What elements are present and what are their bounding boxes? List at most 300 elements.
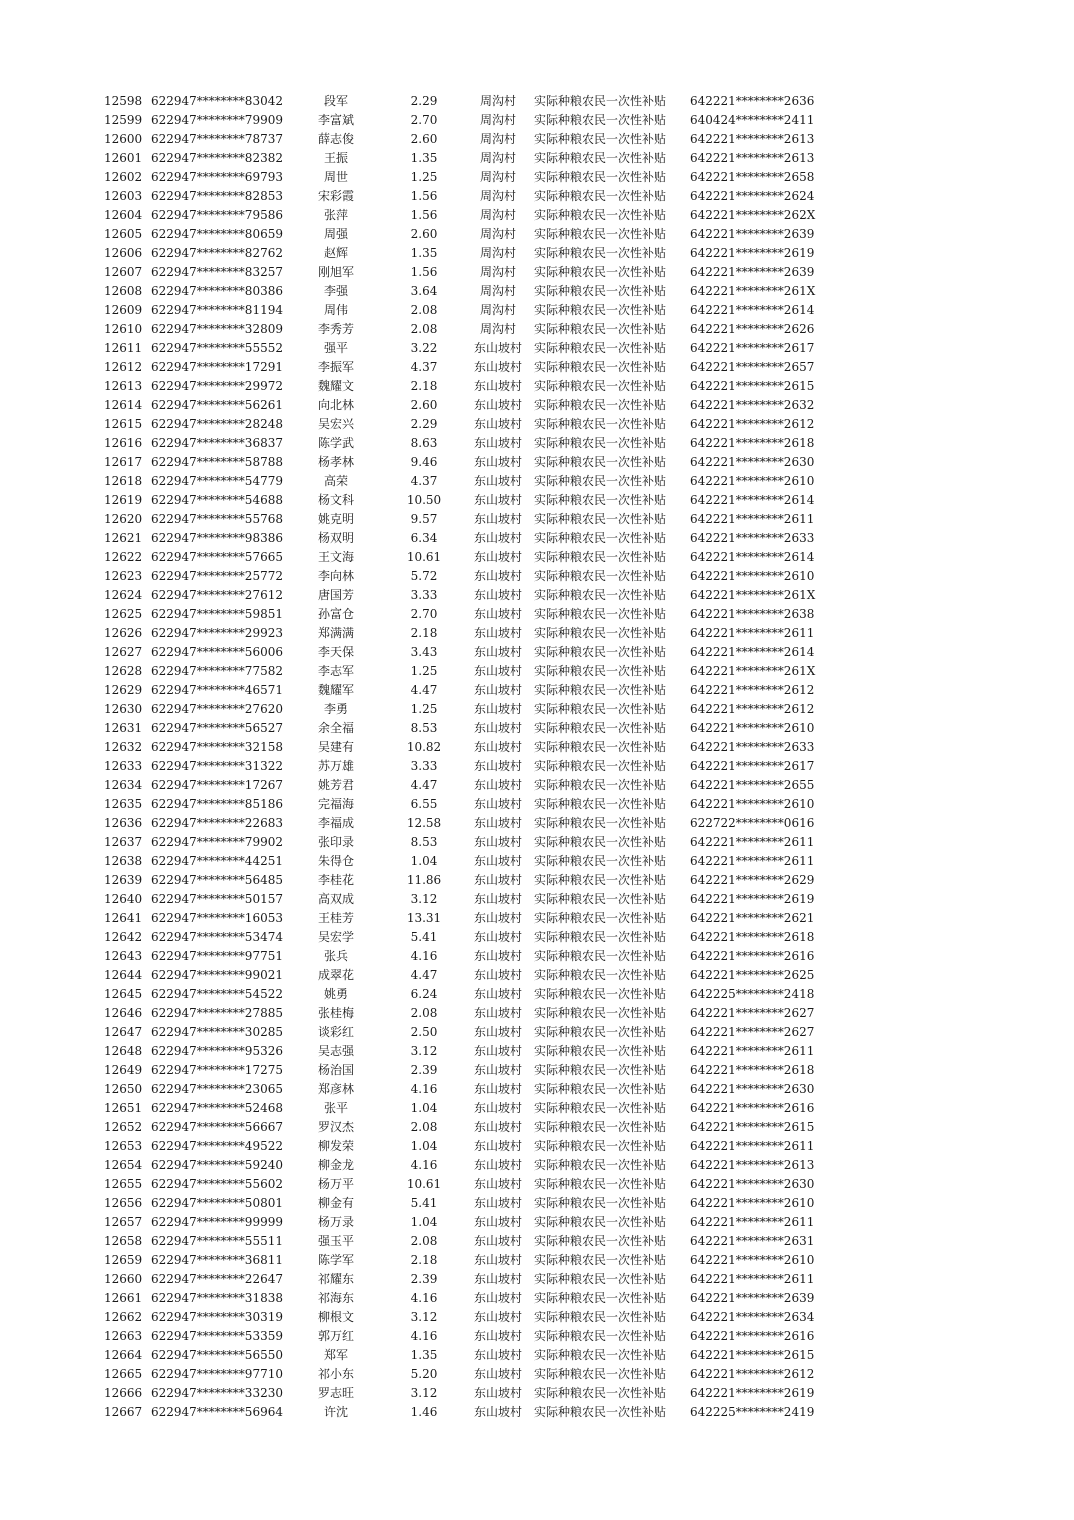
row-number: 12638 (104, 854, 143, 868)
row-number: 12640 (104, 892, 143, 906)
subsidy-area: 5.41 (410, 930, 438, 944)
row-number: 12632 (104, 740, 143, 754)
subsidy-type: 实际种粮农民一次性补贴 (534, 797, 667, 811)
village-name: 东山坡村 (473, 417, 522, 431)
bank-card-number: 622947********29923 (151, 626, 283, 640)
subsidy-type: 实际种粮农民一次性补贴 (534, 1329, 667, 1343)
subsidy-area: 5.72 (410, 569, 438, 583)
farmer-name: 祁小东 (317, 1367, 354, 1381)
farmer-name: 陈学军 (317, 1253, 354, 1267)
subsidy-type: 实际种粮农民一次性补贴 (534, 360, 667, 374)
subsidy-type: 实际种粮农民一次性补贴 (534, 854, 667, 868)
row-number: 12630 (104, 702, 143, 716)
village-name: 东山坡村 (473, 1063, 522, 1077)
farmer-name: 完福海 (317, 797, 354, 811)
subsidy-area: 6.34 (410, 531, 438, 545)
id-card-number: 642221********2625 (690, 968, 815, 982)
farmer-name: 祁海东 (317, 1291, 354, 1305)
id-card-number: 642221********2639 (690, 265, 815, 279)
farmer-name: 郑彦林 (317, 1082, 354, 1096)
subsidy-area: 2.08 (410, 303, 438, 317)
farmer-name: 吴宏兴 (317, 417, 354, 431)
village-name: 东山坡村 (473, 778, 522, 792)
id-card-number: 642221********2611 (690, 854, 815, 868)
farmer-name: 宋彩霞 (317, 189, 354, 203)
bank-card-number: 622947********44251 (151, 854, 283, 868)
subsidy-type: 实际种粮农民一次性补贴 (534, 1101, 667, 1115)
table-row (100, 795, 860, 814)
subsidy-type: 实际种粮农民一次性补贴 (534, 1158, 667, 1172)
subsidy-area: 4.16 (410, 949, 438, 963)
id-card-number: 642221********2612 (690, 1367, 815, 1381)
id-card-number: 642221********2612 (690, 683, 815, 697)
bank-card-number: 622947********83257 (151, 265, 283, 279)
farmer-name: 王文海 (317, 550, 354, 564)
bank-card-number: 622947********57665 (151, 550, 283, 564)
table-row (100, 1156, 860, 1175)
subsidy-type: 实际种粮农民一次性补贴 (534, 1234, 667, 1248)
bank-card-number: 622947********46571 (151, 683, 283, 697)
subsidy-area: 3.33 (410, 759, 438, 773)
farmer-name: 姚芳君 (317, 778, 354, 792)
subsidy-area: 10.82 (406, 740, 442, 754)
table-row (100, 1213, 860, 1232)
subsidy-area: 1.35 (410, 246, 438, 260)
subsidy-type: 实际种粮农民一次性补贴 (534, 417, 667, 431)
subsidy-type: 实际种粮农民一次性补贴 (534, 208, 667, 222)
subsidy-area: 1.46 (410, 1405, 438, 1419)
row-number: 12650 (104, 1082, 143, 1096)
row-number: 12610 (104, 322, 143, 336)
subsidy-type: 实际种粮农民一次性补贴 (534, 816, 667, 830)
village-name: 东山坡村 (473, 1310, 522, 1324)
village-name: 东山坡村 (473, 379, 522, 393)
subsidy-area: 2.18 (410, 626, 438, 640)
id-card-number: 642225********2419 (690, 1405, 815, 1419)
subsidy-area: 4.37 (410, 360, 438, 374)
subsidy-type: 实际种粮农民一次性补贴 (534, 873, 667, 887)
bank-card-number: 622947********79586 (151, 208, 283, 222)
table-row (100, 1099, 860, 1118)
farmer-name: 柳发荣 (317, 1139, 354, 1153)
id-card-number: 642221********261X (690, 664, 816, 678)
table-row (100, 738, 860, 757)
subsidy-type: 实际种粮农民一次性补贴 (534, 569, 667, 583)
id-card-number: 642221********2610 (690, 1196, 815, 1210)
table-row (100, 225, 860, 244)
subsidy-area: 10.50 (406, 493, 442, 507)
bank-card-number: 622947********56006 (151, 645, 283, 659)
id-card-number: 642221********2626 (690, 322, 815, 336)
subsidy-type: 实际种粮农民一次性补贴 (534, 1310, 667, 1324)
subsidy-area: 2.29 (410, 417, 438, 431)
table-row (100, 605, 860, 624)
subsidy-area: 1.35 (410, 151, 438, 165)
row-number: 12657 (104, 1215, 143, 1229)
village-name: 东山坡村 (473, 1291, 522, 1305)
row-number: 12611 (104, 341, 143, 355)
row-number: 12667 (104, 1405, 143, 1419)
id-card-number: 642221********2619 (690, 1386, 815, 1400)
subsidy-type: 实际种粮农民一次性补贴 (534, 246, 667, 260)
id-card-number: 642221********2615 (690, 1348, 815, 1362)
row-number: 12603 (104, 189, 143, 203)
village-name: 东山坡村 (473, 835, 522, 849)
subsidy-area: 3.12 (410, 1310, 438, 1324)
table-row (100, 985, 860, 1004)
table-row (100, 339, 860, 358)
subsidy-area: 1.56 (410, 208, 438, 222)
bank-card-number: 622947********80659 (151, 227, 283, 241)
village-name: 东山坡村 (473, 1158, 522, 1172)
subsidy-type: 实际种粮农民一次性补贴 (534, 1291, 667, 1305)
row-number: 12654 (104, 1158, 143, 1172)
subsidy-type: 实际种粮农民一次性补贴 (534, 1215, 667, 1229)
farmer-name: 王振 (323, 151, 348, 165)
bank-card-number: 622947********81194 (151, 303, 283, 317)
bank-card-number: 622947********30319 (151, 1310, 283, 1324)
subsidy-area: 13.31 (406, 911, 442, 925)
subsidy-area: 3.12 (410, 1044, 438, 1058)
id-card-number: 642221********2638 (690, 607, 815, 621)
id-card-number: 642221********2658 (690, 170, 815, 184)
bank-card-number: 622947********59240 (151, 1158, 283, 1172)
subsidy-area: 2.39 (410, 1272, 438, 1286)
village-name: 东山坡村 (473, 1386, 522, 1400)
village-name: 东山坡村 (473, 1367, 522, 1381)
subsidy-area: 1.25 (410, 170, 438, 184)
id-card-number: 642221********2614 (690, 550, 815, 564)
subsidy-table (100, 92, 860, 1422)
bank-card-number: 622947********85186 (151, 797, 283, 811)
id-card-number: 642221********2616 (690, 949, 815, 963)
farmer-name: 高荣 (323, 474, 348, 488)
subsidy-area: 4.16 (410, 1158, 438, 1172)
table-row (100, 871, 860, 890)
subsidy-area: 3.64 (410, 284, 438, 298)
subsidy-type: 实际种粮农民一次性补贴 (534, 721, 667, 735)
bank-card-number: 622947********99999 (151, 1215, 283, 1229)
farmer-name: 吴建有 (317, 740, 354, 754)
bank-card-number: 622947********52468 (151, 1101, 283, 1115)
subsidy-type: 实际种粮农民一次性补贴 (534, 227, 667, 241)
farmer-name: 张萍 (323, 208, 348, 222)
subsidy-type: 实际种粮农民一次性补贴 (534, 493, 667, 507)
row-number: 12612 (104, 360, 143, 374)
row-number: 12604 (104, 208, 143, 222)
subsidy-area: 5.20 (410, 1367, 438, 1381)
subsidy-area: 8.53 (410, 721, 438, 735)
table-row (100, 1232, 860, 1251)
row-number: 12622 (104, 550, 143, 564)
bank-card-number: 622947********53359 (151, 1329, 283, 1343)
table-row (100, 890, 860, 909)
village-name: 东山坡村 (473, 1196, 522, 1210)
row-number: 12642 (104, 930, 143, 944)
subsidy-area: 1.56 (410, 189, 438, 203)
bank-card-number: 622947********55602 (151, 1177, 283, 1191)
row-number: 12655 (104, 1177, 143, 1191)
row-number: 12665 (104, 1367, 143, 1381)
subsidy-type: 实际种粮农民一次性补贴 (534, 1348, 667, 1362)
subsidy-type: 实际种粮农民一次性补贴 (534, 284, 667, 298)
village-name: 东山坡村 (473, 436, 522, 450)
id-card-number: 642221********2613 (690, 132, 815, 146)
table-row (100, 1384, 860, 1403)
table-row (100, 1023, 860, 1042)
farmer-name: 柳金龙 (317, 1158, 354, 1172)
subsidy-type: 实际种粮农民一次性补贴 (534, 1196, 667, 1210)
id-card-number: 642221********2611 (690, 1139, 815, 1153)
id-card-number: 642221********2619 (690, 892, 815, 906)
farmer-name: 姚勇 (323, 987, 348, 1001)
subsidy-area: 4.16 (410, 1082, 438, 1096)
table-row (100, 453, 860, 472)
bank-card-number: 622947********77582 (151, 664, 283, 678)
subsidy-type: 实际种粮农民一次性补贴 (534, 588, 667, 602)
village-name: 东山坡村 (473, 626, 522, 640)
table-row (100, 111, 860, 130)
farmer-name: 高双成 (317, 892, 354, 906)
farmer-name: 周世 (323, 170, 348, 184)
farmer-name: 魏耀军 (317, 683, 354, 697)
id-card-number: 642221********2631 (690, 1234, 815, 1248)
farmer-name: 李志军 (317, 664, 354, 678)
village-name: 周沟村 (479, 246, 516, 260)
table-row (100, 1004, 860, 1023)
subsidy-type: 实际种粮农民一次性补贴 (534, 132, 667, 146)
id-card-number: 642221********2630 (690, 455, 815, 469)
village-name: 东山坡村 (473, 512, 522, 526)
subsidy-type: 实际种粮农民一次性补贴 (534, 759, 667, 773)
table-row (100, 624, 860, 643)
subsidy-type: 实际种粮农民一次性补贴 (534, 664, 667, 678)
row-number: 12600 (104, 132, 143, 146)
subsidy-area: 10.61 (406, 1177, 442, 1191)
id-card-number: 642221********2612 (690, 417, 815, 431)
table-row (100, 1118, 860, 1137)
id-card-number: 642221********2617 (690, 759, 815, 773)
subsidy-type: 实际种粮农民一次性补贴 (534, 341, 667, 355)
farmer-name: 苏万雄 (317, 759, 354, 773)
row-number: 12629 (104, 683, 143, 697)
bank-card-number: 622947********54688 (151, 493, 283, 507)
subsidy-area: 1.04 (410, 1139, 438, 1153)
farmer-name: 李振军 (317, 360, 354, 374)
bank-card-number: 622947********28248 (151, 417, 283, 431)
bank-card-number: 622947********27620 (151, 702, 283, 716)
farmer-name: 强平 (323, 341, 348, 355)
subsidy-area: 2.08 (410, 1234, 438, 1248)
village-name: 周沟村 (479, 151, 516, 165)
subsidy-type: 实际种粮农民一次性补贴 (534, 189, 667, 203)
village-name: 周沟村 (479, 227, 516, 241)
bank-card-number: 622947********82853 (151, 189, 283, 203)
bank-card-number: 622947********33230 (151, 1386, 283, 1400)
bank-card-number: 622947********31838 (151, 1291, 283, 1305)
id-card-number: 642221********2618 (690, 1063, 815, 1077)
row-number: 12620 (104, 512, 143, 526)
id-card-number: 642221********2619 (690, 246, 815, 260)
bank-card-number: 622947********25772 (151, 569, 283, 583)
farmer-name: 成翠花 (317, 968, 354, 982)
subsidy-type: 实际种粮农民一次性补贴 (534, 531, 667, 545)
subsidy-type: 实际种粮农民一次性补贴 (534, 1272, 667, 1286)
table-row (100, 149, 860, 168)
subsidy-type: 实际种粮农民一次性补贴 (534, 911, 667, 925)
table-row (100, 1061, 860, 1080)
village-name: 东山坡村 (473, 531, 522, 545)
id-card-number: 642221********2657 (690, 360, 815, 374)
village-name: 东山坡村 (473, 911, 522, 925)
bank-card-number: 622947********82382 (151, 151, 283, 165)
village-name: 东山坡村 (473, 1025, 522, 1039)
id-card-number: 622722********0616 (690, 816, 815, 830)
farmer-name: 杨治国 (317, 1063, 354, 1077)
bank-card-number: 622947********53474 (151, 930, 283, 944)
table-row (100, 510, 860, 529)
subsidy-area: 3.12 (410, 1386, 438, 1400)
bank-card-number: 622947********82762 (151, 246, 283, 260)
bank-card-number: 622947********27612 (151, 588, 283, 602)
bank-card-number: 622947********22683 (151, 816, 283, 830)
id-card-number: 642221********2655 (690, 778, 815, 792)
row-number: 12661 (104, 1291, 143, 1305)
table-row (100, 548, 860, 567)
row-number: 12653 (104, 1139, 143, 1153)
village-name: 东山坡村 (473, 607, 522, 621)
subsidy-area: 1.25 (410, 664, 438, 678)
bank-card-number: 622947********17267 (151, 778, 283, 792)
farmer-name: 周强 (323, 227, 348, 241)
village-name: 东山坡村 (473, 892, 522, 906)
bank-card-number: 622947********36811 (151, 1253, 283, 1267)
subsidy-type: 实际种粮农民一次性补贴 (534, 1177, 667, 1191)
table-row (100, 719, 860, 738)
row-number: 12639 (104, 873, 143, 887)
table-row (100, 643, 860, 662)
subsidy-type: 实际种粮农民一次性补贴 (534, 398, 667, 412)
table-row (100, 776, 860, 795)
subsidy-area: 2.08 (410, 322, 438, 336)
row-number: 12633 (104, 759, 143, 773)
subsidy-area: 2.60 (410, 398, 438, 412)
table-row (100, 1346, 860, 1365)
bank-card-number: 622947********49522 (151, 1139, 283, 1153)
row-number: 12616 (104, 436, 143, 450)
village-name: 东山坡村 (473, 1405, 522, 1419)
subsidy-type: 实际种粮农民一次性补贴 (534, 740, 667, 754)
subsidy-type: 实际种粮农民一次性补贴 (534, 94, 667, 108)
bank-card-number: 622947********69793 (151, 170, 283, 184)
subsidy-type: 实际种粮农民一次性补贴 (534, 1253, 667, 1267)
farmer-name: 刚旭军 (317, 265, 354, 279)
subsidy-area: 2.60 (410, 227, 438, 241)
subsidy-type: 实际种粮农民一次性补贴 (534, 379, 667, 393)
bank-card-number: 622947********98386 (151, 531, 283, 545)
table-row (100, 1137, 860, 1156)
subsidy-area: 2.18 (410, 1253, 438, 1267)
subsidy-type: 实际种粮农民一次性补贴 (534, 1120, 667, 1134)
village-name: 东山坡村 (473, 588, 522, 602)
bank-card-number: 622947********50801 (151, 1196, 283, 1210)
table-row (100, 244, 860, 263)
row-number: 12648 (104, 1044, 143, 1058)
village-name: 东山坡村 (473, 360, 522, 374)
table-row (100, 1270, 860, 1289)
bank-card-number: 622947********17275 (151, 1063, 283, 1077)
row-number: 12606 (104, 246, 143, 260)
farmer-name: 陈学武 (317, 436, 354, 450)
subsidy-type: 实际种粮农民一次性补贴 (534, 1082, 667, 1096)
farmer-name: 杨万录 (317, 1215, 354, 1229)
row-number: 12659 (104, 1253, 143, 1267)
subsidy-area: 3.22 (410, 341, 438, 355)
subsidy-type: 实际种粮农民一次性补贴 (534, 1025, 667, 1039)
table-row (100, 700, 860, 719)
bank-card-number: 622947********31322 (151, 759, 283, 773)
village-name: 东山坡村 (473, 683, 522, 697)
subsidy-type: 实际种粮农民一次性补贴 (534, 930, 667, 944)
village-name: 东山坡村 (473, 930, 522, 944)
id-card-number: 642221********2618 (690, 930, 815, 944)
row-number: 12631 (104, 721, 143, 735)
subsidy-type: 实际种粮农民一次性补贴 (534, 1044, 667, 1058)
id-card-number: 642221********2610 (690, 797, 815, 811)
village-name: 东山坡村 (473, 987, 522, 1001)
village-name: 周沟村 (479, 94, 516, 108)
village-name: 东山坡村 (473, 1234, 522, 1248)
village-name: 东山坡村 (473, 854, 522, 868)
village-name: 东山坡村 (473, 1120, 522, 1134)
subsidy-area: 4.47 (410, 683, 438, 697)
table-row (100, 491, 860, 510)
subsidy-area: 1.25 (410, 702, 438, 716)
row-number: 12599 (104, 113, 143, 127)
subsidy-type: 实际种粮农民一次性补贴 (534, 1367, 667, 1381)
subsidy-type: 实际种粮农民一次性补贴 (534, 1386, 667, 1400)
bank-card-number: 622947********23065 (151, 1082, 283, 1096)
subsidy-area: 2.08 (410, 1120, 438, 1134)
row-number: 12662 (104, 1310, 143, 1324)
bank-card-number: 622947********36837 (151, 436, 283, 450)
table-row (100, 529, 860, 548)
village-name: 周沟村 (479, 284, 516, 298)
farmer-name: 杨万平 (317, 1177, 354, 1191)
id-card-number: 642221********261X (690, 284, 816, 298)
subsidy-area: 2.70 (410, 113, 438, 127)
village-name: 东山坡村 (473, 398, 522, 412)
farmer-name: 祁耀东 (317, 1272, 354, 1286)
subsidy-type: 实际种粮农民一次性补贴 (534, 113, 667, 127)
table-row (100, 301, 860, 320)
bank-card-number: 622947********54779 (151, 474, 283, 488)
subsidy-area: 10.61 (406, 550, 442, 564)
row-number: 12619 (104, 493, 143, 507)
farmer-name: 李富斌 (317, 113, 354, 127)
farmer-name: 吴志强 (317, 1044, 354, 1058)
subsidy-area: 4.47 (410, 778, 438, 792)
subsidy-area: 4.37 (410, 474, 438, 488)
row-number: 12647 (104, 1025, 143, 1039)
farmer-name: 杨孝林 (317, 455, 354, 469)
subsidy-area: 4.47 (410, 968, 438, 982)
subsidy-type: 实际种粮农民一次性补贴 (534, 474, 667, 488)
subsidy-type: 实际种粮农民一次性补贴 (534, 265, 667, 279)
subsidy-area: 3.33 (410, 588, 438, 602)
bank-card-number: 622947********56550 (151, 1348, 283, 1362)
farmer-name: 李向林 (317, 569, 354, 583)
